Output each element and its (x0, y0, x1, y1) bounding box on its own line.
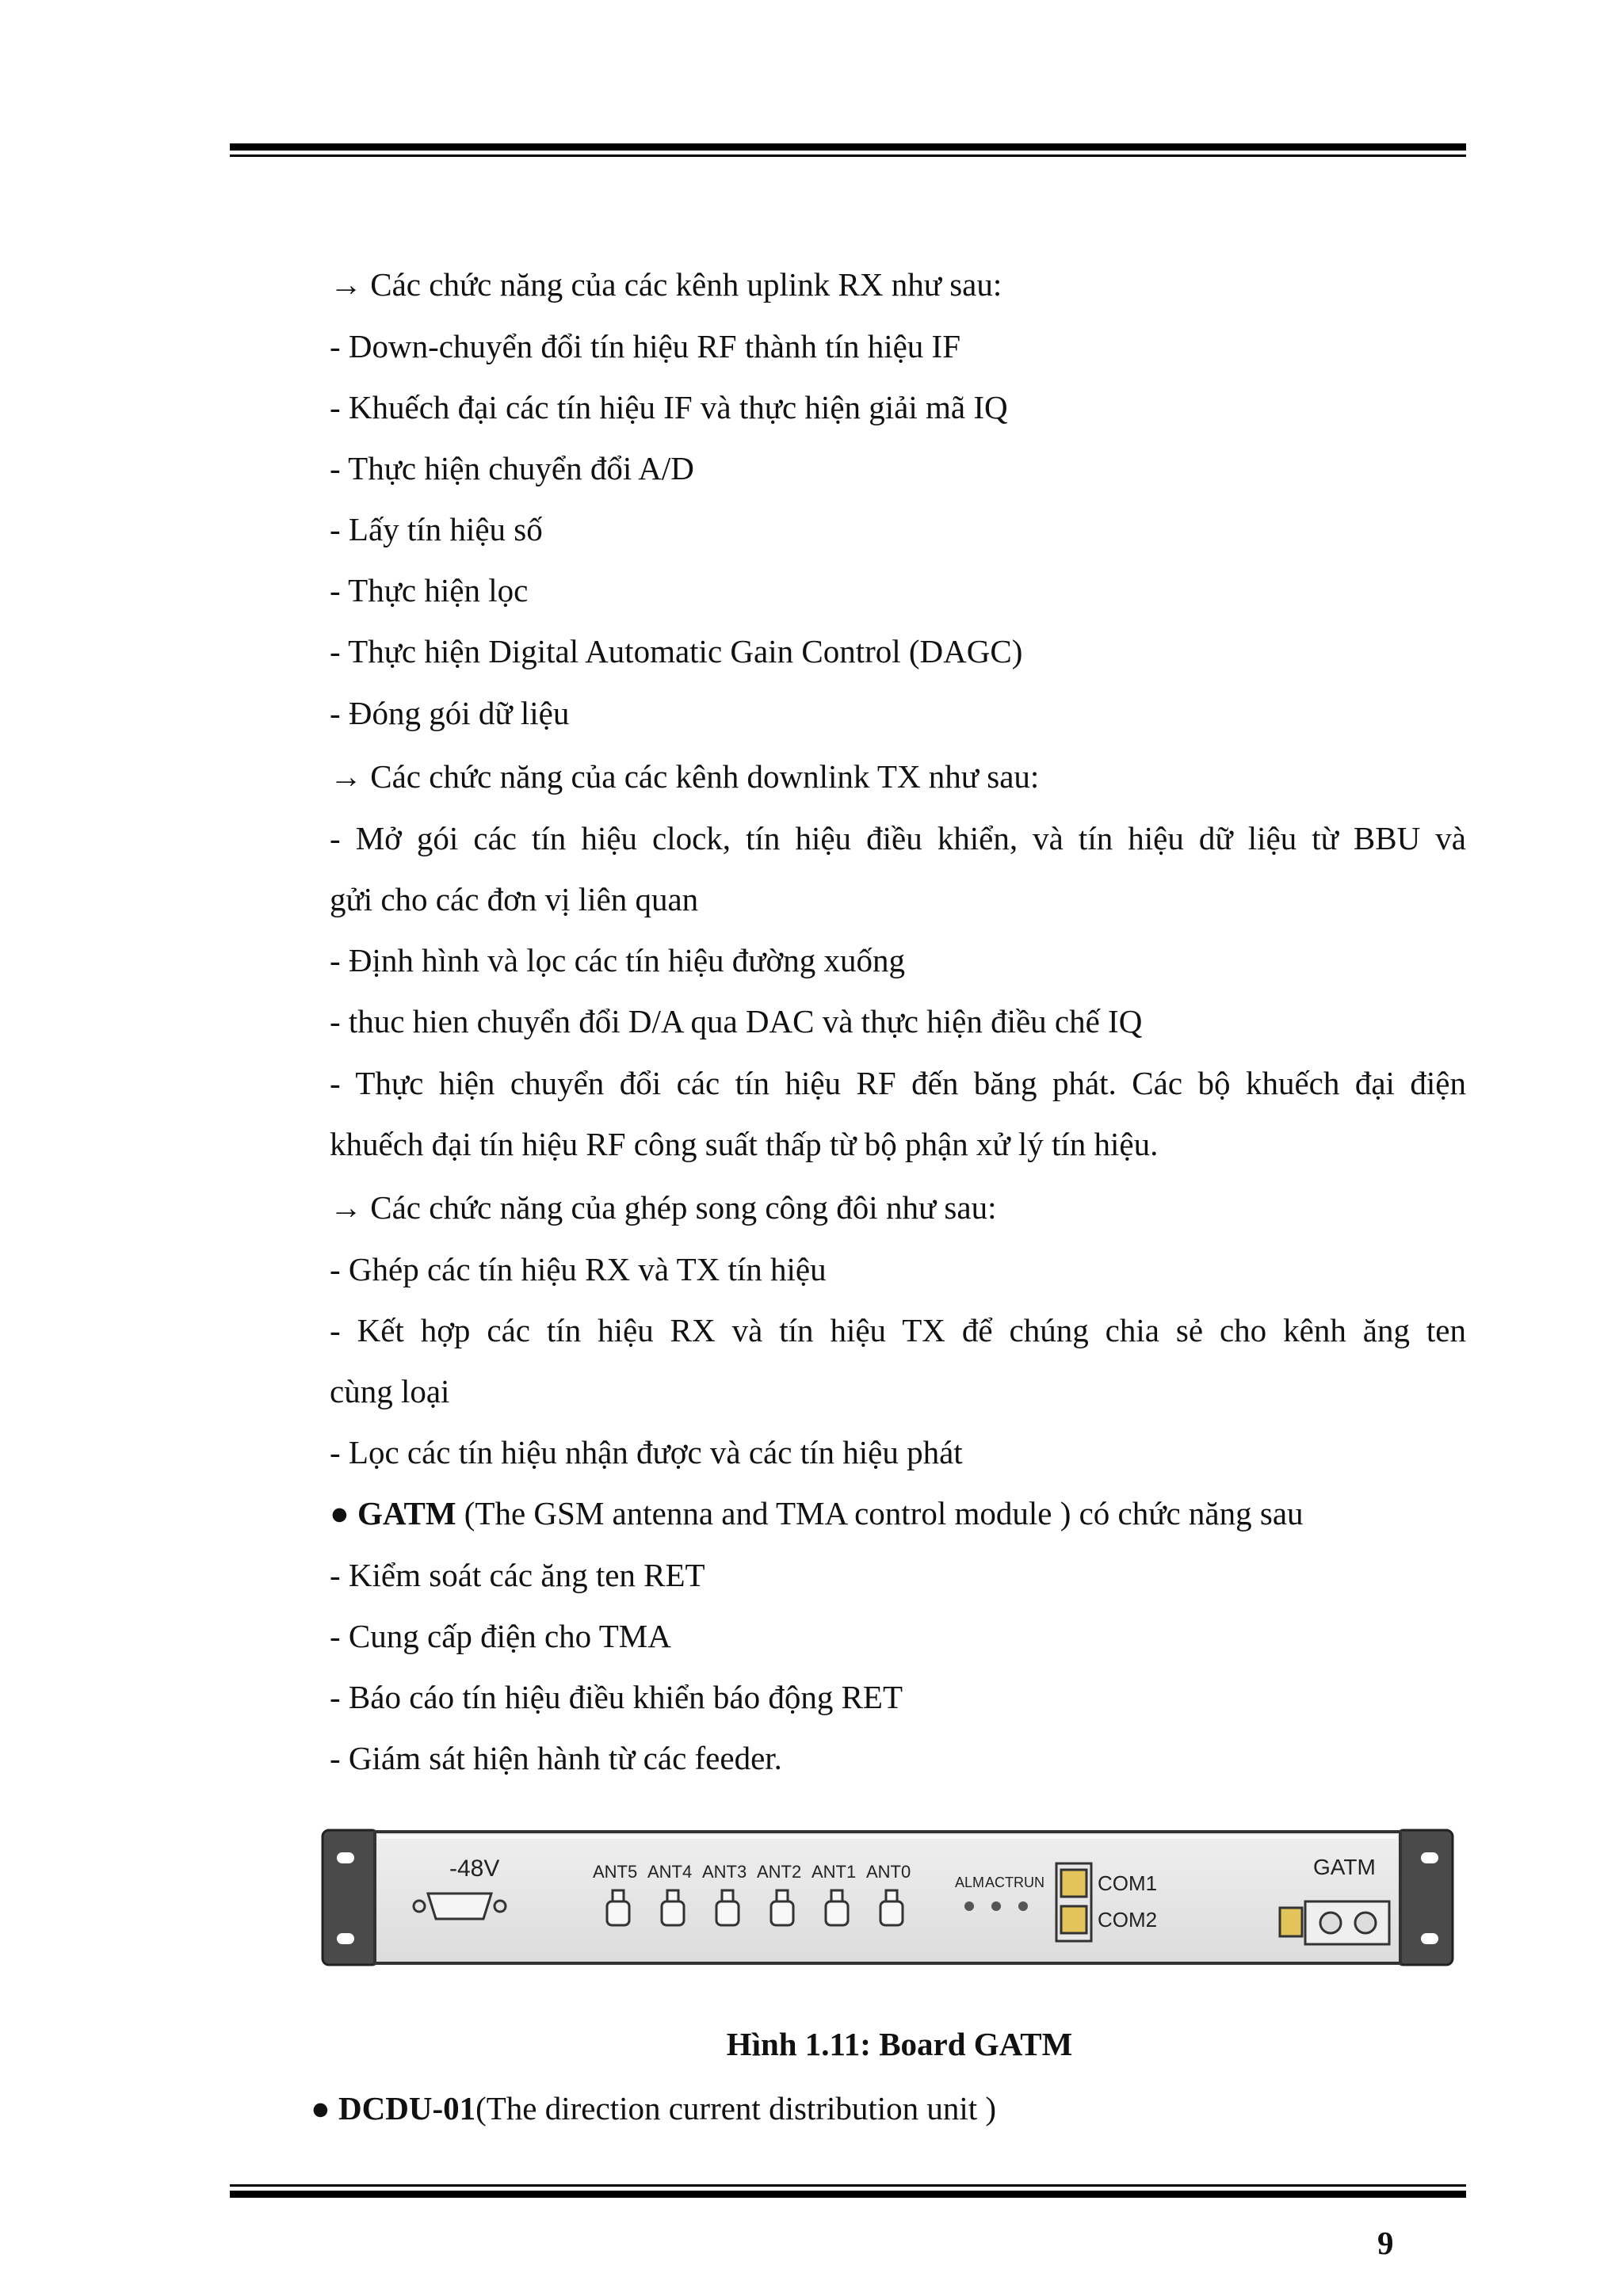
header-rule (230, 143, 1466, 157)
text-line: - Kiểm soát các ăng ten RET (330, 1557, 705, 1593)
text-line: - Mở gói các tín hiệu clock, tín hiệu điều khiển, và tín hiệu dữ liệu từ BBU và (330, 820, 1466, 856)
gatm-board-figure (321, 1822, 1454, 1973)
text-line: khuếch đại tín hiệu RF công suất thấp từ bộ phận xử lý tín hiệu. (330, 1126, 1159, 1162)
ant-label: ANT4 (647, 1862, 693, 1882)
text-line: - Báo cáo tín hiệu điều khiển báo động RET (330, 1679, 903, 1715)
led-label: ACT (985, 1875, 1014, 1890)
left-mounting-ear (323, 1830, 378, 1965)
text-line: - Định hình và lọc các tín hiệu đường xuống (330, 942, 905, 978)
text-line: - Ghép các tín hiệu RX và TX tín hiệu (330, 1251, 827, 1287)
text-line: - Down-chuyển đổi tín hiệu RF thành tín hiệu IF (330, 328, 960, 364)
dcdu-heading (311, 2088, 1447, 2128)
ant-label: ANT5 (593, 1862, 638, 1882)
page-number: 9 (1377, 2225, 1394, 2261)
text-line: - Kết hợp các tín hiệu RX và tín hiệu TX để chúng chia sẻ cho kênh ăng ten (330, 1312, 1466, 1348)
text-line: - Cung cấp điện cho TMA (330, 1618, 671, 1654)
bullet: ● (311, 2090, 330, 2126)
com-label: COM1 (1098, 1871, 1158, 1895)
dcdu-name: DCDU-01 (338, 2090, 476, 2126)
led-indicator (991, 1901, 1001, 1911)
led-label: RUN (1014, 1875, 1044, 1890)
downlink-heading: → Các chức năng của các kênh downlink TX như sau: (330, 758, 1040, 795)
gatm-heading (330, 1493, 1466, 1533)
bullet: ● (330, 1495, 349, 1531)
text-line: - Thực hiện chuyển đổi các tín hiệu RF đến băng phát. Các bộ khuếch đại điện (330, 1065, 1466, 1101)
figure-caption: Hình 1.11: Board GATM (726, 2026, 1073, 2062)
footer-rule (230, 2184, 1466, 2198)
ant-label: ANT2 (757, 1862, 802, 1882)
ant-label: ANT1 (812, 1862, 857, 1882)
text-line: cùng loại (330, 1373, 450, 1409)
gatm-name: GATM (357, 1495, 456, 1531)
duplexer-heading: → Các chức năng của ghép song công đôi như sau: (330, 1189, 997, 1226)
text-line: - thuc hien chuyển đổi D/A qua DAC và thực hiện điều chế IQ (330, 1003, 1143, 1039)
uplink-heading: → Các chức năng của các kênh uplink RX như sau: (330, 266, 1002, 303)
text-line: - Khuếch đại các tín hiệu IF và thực hiện giải mã IQ (330, 389, 1008, 425)
board-name: GATM (1313, 1855, 1376, 1879)
dcdu-description: (The direction current distribution unit ) (475, 2090, 997, 2126)
text-line: - Lấy tín hiệu số (330, 511, 543, 547)
gatm-description: (The GSM antenna and TMA control module ) có chức năng sau (456, 1495, 1304, 1531)
led-label: ALM (955, 1875, 985, 1890)
ant-label: ANT3 (702, 1862, 747, 1882)
text-line: - Thực hiện lọc (330, 572, 529, 608)
text-line: gửi cho các đơn vị liên quan (330, 881, 699, 917)
text-line: - Thực hiện chuyển đổi A/D (330, 450, 694, 486)
com-label: COM2 (1098, 1908, 1158, 1932)
text-line: - Giám sát hiện hành từ các feeder. (330, 1740, 782, 1776)
com-ports (1056, 1863, 1091, 1941)
text-line: - Đóng gói dữ liệu (330, 695, 570, 731)
power-label: -48V (449, 1855, 500, 1882)
led-indicator (1018, 1901, 1028, 1911)
text-line: - Thực hiện Digital Automatic Gain Control (DAGC) (330, 633, 1023, 669)
right-mounting-ear (1397, 1830, 1453, 1965)
ant-label: ANT0 (866, 1862, 911, 1882)
led-indicator (964, 1901, 974, 1911)
text-line: - Lọc các tín hiệu nhận được và các tín hiệu phát (330, 1434, 963, 1470)
